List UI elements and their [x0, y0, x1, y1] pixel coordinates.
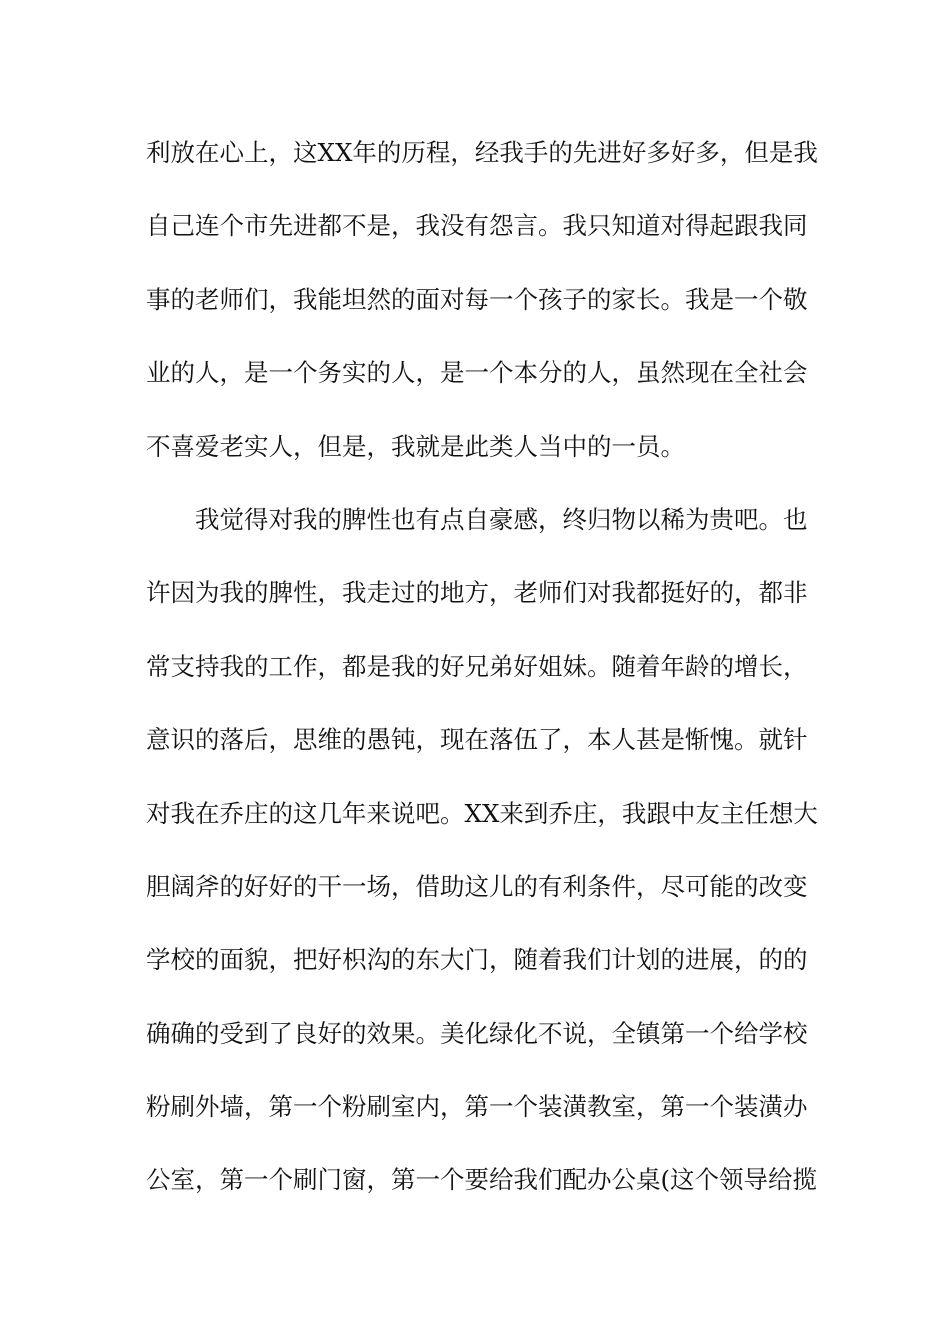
text-line: 胆阔斧的好好的干一场，借助这儿的有利条件，尽可能的改变: [146, 871, 808, 901]
body-text: [146, 131, 818, 1232]
text-line: 粉刷外墙，第一个粉刷室内，第一个装潢教室，第一个装潢办: [146, 1092, 808, 1122]
text-line: 不喜爱老实人，但是，我就是此类人当中的一员。: [146, 431, 685, 461]
text-line: 利放在心上，这XX年的历程，经我手的先进好多好多，但是我: [146, 138, 818, 167]
text-line: 许因为我的脾性，我走过的地方，老师们对我都挺好的，都非: [146, 578, 808, 608]
text-line: 公室，第一个刷门窗，第一个要给我们配办公桌(这个领导给揽: [146, 1165, 818, 1195]
text-line: 业的人，是一个务实的人，是一个本分的人，虽然现在全社会: [146, 358, 808, 388]
paragraph-first-line: 我觉得对我的脾性也有点自豪感，终归物以稀为贵吧。也: [195, 504, 808, 534]
text-line: 对我在乔庄的这几年来说吧。XX来到乔庄，我跟中友主任想大: [146, 798, 818, 828]
text-line: 确确的受到了良好的效果。美化绿化不说，全镇第一个给学校: [146, 1018, 808, 1048]
text-line: 学校的面貌，把好枳沟的东大门，随着我们计划的进展，的的: [146, 945, 808, 975]
text-line: 常支持我的工作，都是我的好兄弟好姐妹。随着年龄的增长，: [146, 651, 808, 681]
text-line: 意识的落后，思维的愚钝，现在落伍了，本人甚是惭愧。就针: [146, 725, 808, 755]
text-line: 事的老师们，我能坦然的面对每一个孩子的家长。我是一个敬: [146, 284, 808, 314]
text-line: 自己连个市先进都不是，我没有怨言。我只知道对得起跟我同: [146, 211, 808, 241]
